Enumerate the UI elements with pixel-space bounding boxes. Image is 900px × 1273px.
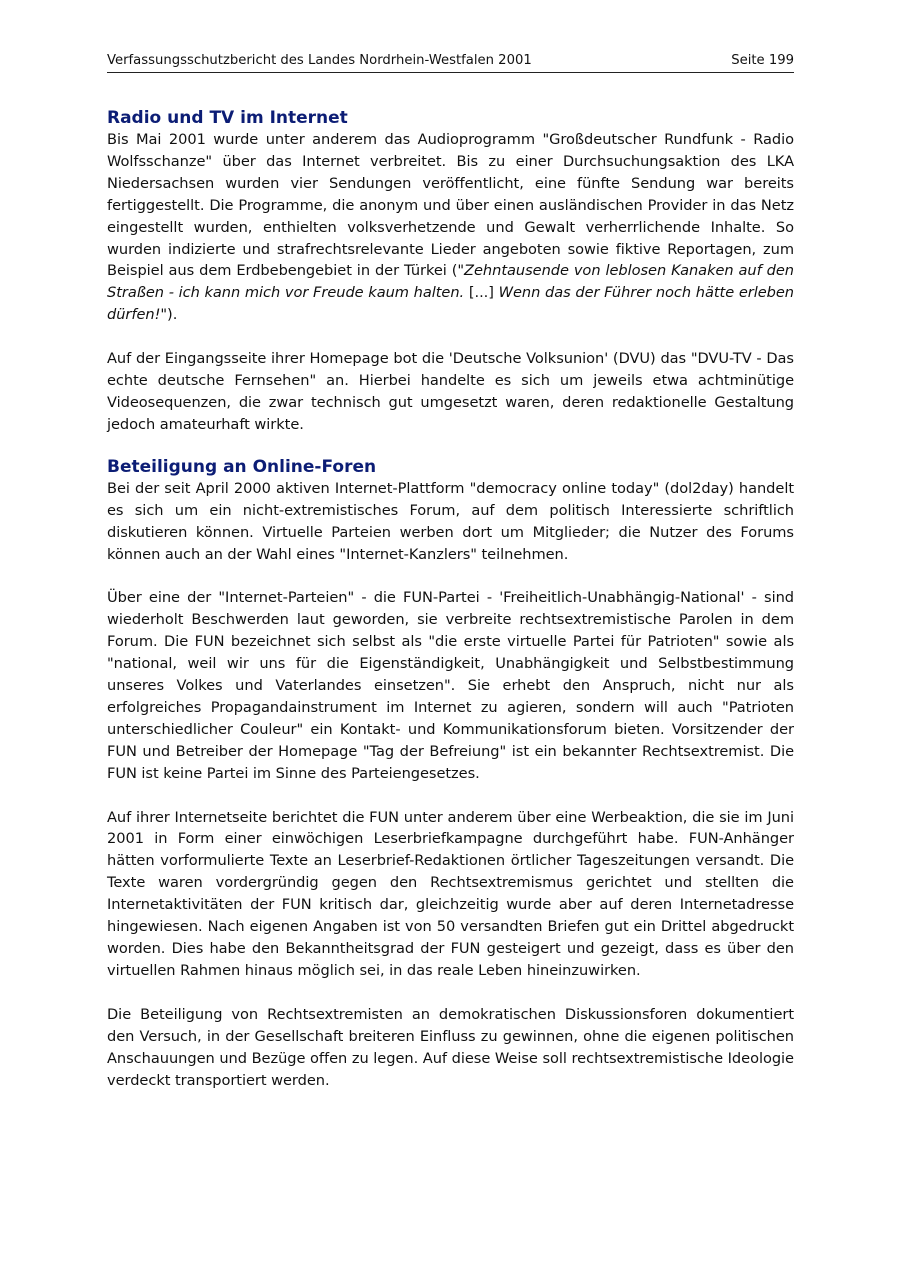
page-number: Seite 199 [731, 53, 794, 68]
quote-end: "). [160, 306, 178, 324]
section-heading-online-foren: Beteiligung an Online-Foren [107, 456, 377, 477]
quote-text: Wenn das der Führer noch hätte erleben dürfen! [107, 284, 794, 324]
header-title: Verfassungsschutzbericht des Landes Nordrhein-Westfalen 2001 [107, 53, 532, 68]
ellipsis-text: [...] [464, 284, 499, 302]
quote-text: "Zehntausende von leblosen Kanaken auf den Straßen - ich kann mich vor Freude kaum halten. [107, 262, 794, 302]
paragraph-text: Bis Mai 2001 wurde unter anderem das Audioprogramm "Großdeutscher Rundfunk - Radio Wolfsschanze" über das Internet verbreitet. Bis zu einer Durchsuchungsaktion des LKA Niedersachsen wurden vier Sendungen veröffentlicht, eine fünfte Sendung war bereits fertiggestellt. Die Programme, die anonym und über einen ausländischen Provider in das Netz eingestellt wurden, enthielten volksverhetzende und Gewalt verherrlichende Inhalte. So wurden indizierte und strafrechtsrelevante Lieder angeboten sowie fiktive Reportagen, zum Beispiel aus dem Erdbebengebiet in der Türkei ( [107, 131, 794, 280]
paragraph: Bei der seit April 2000 aktiven Internet-Plattform "democracy online today" (dol2day) handelt es sich um ein nicht-extremistisches Forum, auf dem politisch Interessierte schriftlich diskutieren können. Virtuelle Parteien werben dort um Mitglieder; die Nutzer des Forums können auch an der Wahl eines "Internet-Kanzlers" teilnehmen. [107, 479, 794, 563]
document-body [107, 107, 794, 1091]
paragraph [107, 129, 794, 326]
document-page [107, 52, 794, 1091]
running-header [107, 52, 794, 73]
paragraph: Auf der Eingangsseite ihrer Homepage bot die 'Deutsche Volksunion' (DVU) das "DVU-TV - Das echte deutsche Fernsehen" an. Hierbei handelte es sich um jeweils etwa achtminütige Videosequenzen, die zwar technisch gut umgesetzt waren, deren redaktionelle Gestaltung jedoch amateurhaft wirkte. [107, 350, 794, 433]
paragraph: Auf ihrer Internetseite berichtet die FUN unter anderem über eine Werbeaktion, die sie im Juni 2001 in Form einer einwöchigen Leserbriefkampagne durchgeführt habe. FUN-Anhänger hätten vorformulierte Texte an Leserbrief-Redaktionen örtlicher Tageszeitungen versandt. Die Texte waren vordergründig gegen den Rechtsextremismus gerichtet und stellten die Internetaktivitäten der FUN kritisch dar, gleichzeitig wurde aber auf deren Internetadresse hingewiesen. Nach eigenen Angaben ist von 50 versandten Briefen gut ein Drittel abgedruckt worden. Dies habe den Bekanntheitsgrad der FUN gesteigert und gezeigt, dass es über den virtuellen Rahmen hinaus möglich sei, in das reale Leben hineinzuwirken. [107, 808, 794, 979]
paragraph: Über eine der "Internet-Parteien" - die FUN-Partei - 'Freiheitlich-Unabhängig-National' - sind wiederholt Beschwerden laut geworden, sie verbreite rechtsextremistische Parolen in dem Forum. Die FUN bezeichnet sich selbst als "die erste virtuelle Partei für Patrioten" sowie als "national, weil wir uns für die Eigenständigkeit, Unabhängigkeit und Selbstbestimmung unseres Volkes und Vaterlandes einsetzen". Sie erhebt den Anspruch, nicht nur als erfolgreiches Propagandainstrument im Internet zu agieren, sondern will auch "Patrioten unterschiedlicher Couleur" ein Kontakt- und Kommunikationsforum bieten. Vorsitzender der FUN und Betreiber der Homepage "Tag der Befreiung" ist ein bekannter Rechtsextremist. Die FUN ist keine Partei im Sinne des Parteiengesetzes. [107, 589, 794, 782]
paragraph: Die Beteiligung von Rechtsextremisten an demokratischen Diskussionsforen dokumentiert den Versuch, in der Gesellschaft breiteren Einfluss zu gewinnen, ohne die eigenen politischen Anschauungen und Bezüge offen zu legen. Auf diese Weise soll rechtsextremistische Ideologie verdeckt transportiert werden. [107, 1005, 794, 1089]
section-heading-radio-tv: Radio und TV im Internet [107, 108, 348, 128]
